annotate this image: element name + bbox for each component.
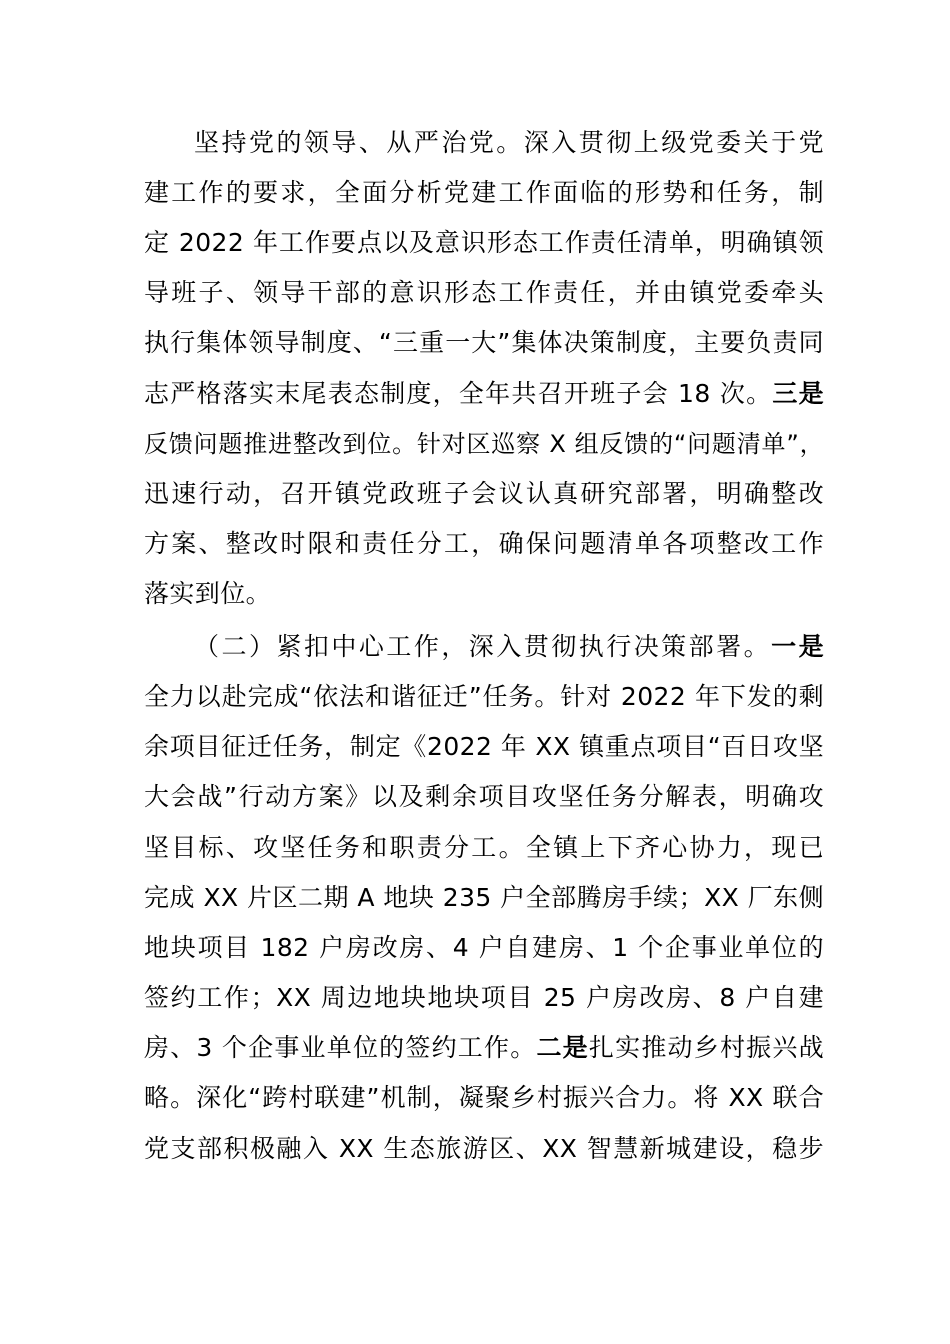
section-heading-text: （二）紧扣中心工作，深入贯彻执行决策部署。 [194,632,772,661]
paragraph-2-line-4: 大会战”行动方案》以及剩余项目攻坚任务分解表，明确攻 [144,782,824,811]
paragraph-2-line-7: 地块项目 182 户房改房、4 户自建房、1 个企事业单位的 [144,933,824,962]
paragraph-2-line-6: 完成 XX 片区二期 A 地块 235 户全部腾房手续；XX 厂东侧 [144,883,824,912]
paragraph-2-line-11: 党支部积极融入 XX 生态旅游区、XX 智慧新城建设，稳步 [144,1134,824,1163]
paragraph-1-line-7: 反馈问题推进整改到位。针对区巡察 X 组反馈的“问题清单”， [144,430,824,458]
paragraph-1-line-6 [144,374,824,414]
paragraph-2-line-3: 余项目征迁任务，制定《2022 年 XX 镇重点项目“百日攻坚 [144,732,824,761]
paragraph-1-line-9: 方案、整改时限和责任分工，确保问题清单各项整改工作 [144,529,824,558]
paragraph-2-line-8: 签约工作；XX 周边地块地块项目 25 户房改房、8 户自建 [144,983,824,1012]
line-9-text-a: 房、3 个企事业单位的签约工作。 [144,1033,537,1062]
paragraph-1-line-1: 坚持党的领导、从严治党。深入贯彻上级党委关于党 [194,128,824,157]
paragraph-2-line-5: 坚目标、攻坚任务和职责分工。全镇上下齐心协力，现已 [144,833,824,862]
paragraph-2-line-9 [144,1028,824,1068]
paragraph-1-line-3: 定 2022 年工作要点以及意识形态工作责任清单，明确镇领 [144,228,824,257]
bold-marker-yi-shi: 一是 [771,632,824,661]
paragraph-2-line-10: 略。深化“跨村联建”机制，凝聚乡村振兴合力。将 XX 联合 [144,1083,824,1112]
paragraph-1-line-4: 导班子、领导干部的意识形态工作责任，并由镇党委牵头 [144,278,824,307]
line-6-text: 志严格落实末尾表态制度，全年共召开班子会 18 次。 [144,379,773,408]
paragraph-1-line-5: 执行集体领导制度、“三重一大”集体决策制度，主要负责同 [144,328,824,357]
line-9-text-b: 扎实推动乡村振兴战 [588,1033,824,1062]
paragraph-1-line-10: 落实到位。 [144,579,272,608]
bold-marker-san-shi: 三是 [772,379,824,408]
paragraph-1-line-2: 建工作的要求，全面分析党建工作面临的形势和任务，制 [144,178,824,207]
paragraph-2-line-1 [194,627,824,667]
paragraph-2-line-2: 全力以赴完成“依法和谐征迁”任务。针对 2022 年下发的剩 [144,682,824,711]
paragraph-1-line-8: 迅速行动，召开镇党政班子会议认真研究部署，明确整改 [144,479,824,508]
bold-marker-er-shi: 二是 [536,1033,589,1062]
